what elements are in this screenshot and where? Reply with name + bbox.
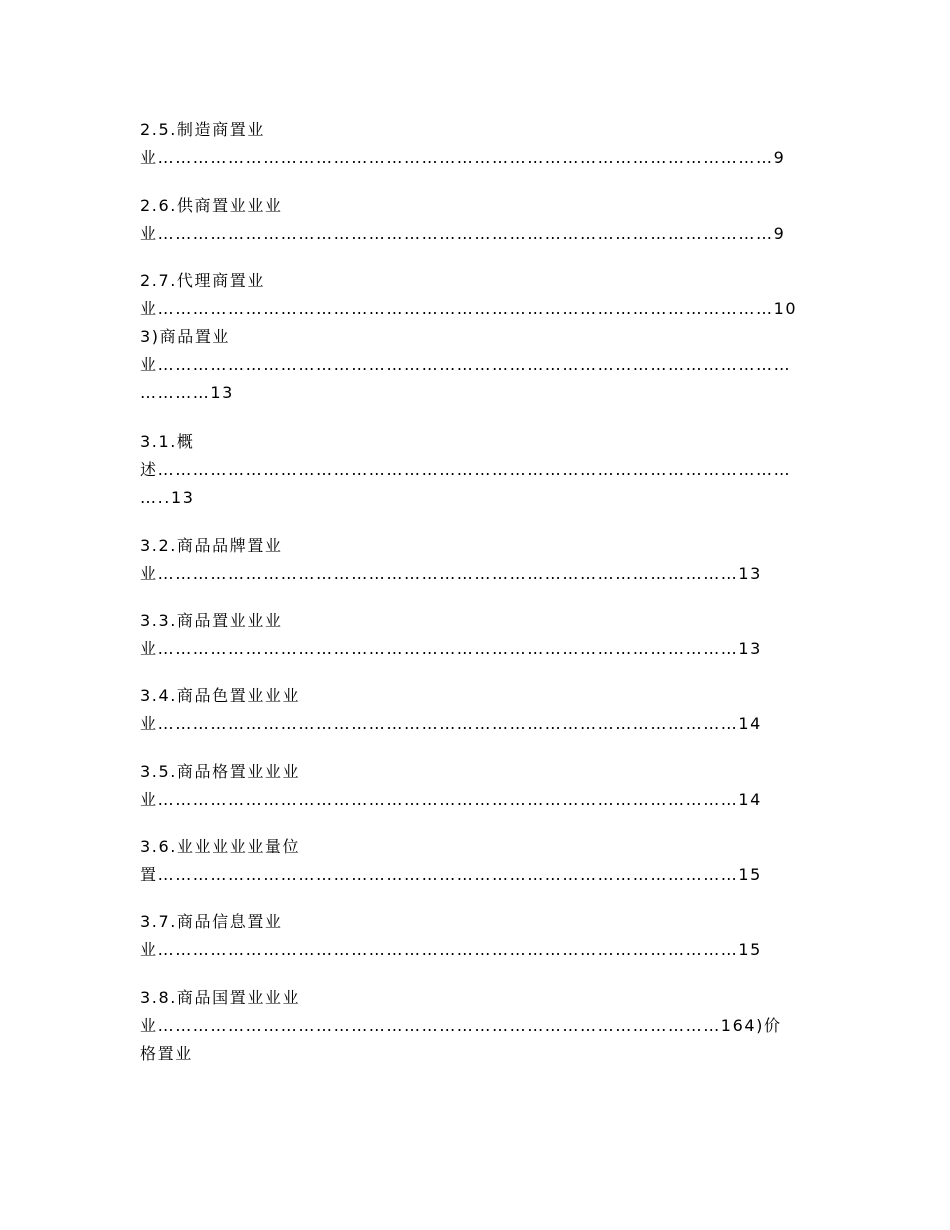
- toc-entry-leader: 业………………………………………………………………………………………15: [140, 940, 762, 959]
- toc-entry-3-6[interactable]: [140, 837, 810, 885]
- toc-entry-leader: 述………………………………………………………………………………………………: [140, 460, 792, 479]
- toc-entry-3-7[interactable]: [140, 912, 810, 960]
- toc-entry-leader: 业………………………………………………………………………………………………: [140, 355, 792, 374]
- toc-entry-leader: 业………………………………………………………………………………………13: [140, 564, 762, 583]
- toc-entry-title: 2.6.供商置业业业: [140, 196, 283, 215]
- toc-entry-title: 3.3.商品置业业业: [140, 611, 283, 630]
- toc-entry-3-3[interactable]: [140, 611, 810, 659]
- toc-entry-leader: …..13: [140, 488, 195, 507]
- toc-entry-3-2[interactable]: [140, 536, 810, 584]
- toc-entry-leader: 置………………………………………………………………………………………15: [140, 865, 762, 884]
- toc-entry-leader: 业………………………………………………………………………………………14: [140, 714, 762, 733]
- toc-entry-title: 格置业: [140, 1044, 193, 1063]
- toc-entry-title: 3.7.商品信息置业: [140, 912, 283, 931]
- toc-entry-title: 3.8.商品国置业业业: [140, 988, 301, 1007]
- toc-entry-3-5[interactable]: [140, 762, 810, 810]
- toc-entry-title: 2.5.制造商置业: [140, 120, 265, 139]
- toc-entry-title: 3.1.概: [140, 432, 195, 451]
- toc-entry-leader: …………13: [140, 383, 234, 402]
- toc-entry-title: 3.6.业业业业业量位: [140, 837, 301, 856]
- toc-entry-3-8[interactable]: [140, 988, 810, 1064]
- toc-entry-leader: 业……………………………………………………………………………………………9: [140, 224, 786, 243]
- toc-entry-3-1[interactable]: [140, 432, 810, 508]
- toc-entry-title: 2.7.代理商置业: [140, 271, 265, 290]
- toc-entry-leader: 业………………………………………………………………………………………14: [140, 790, 762, 809]
- toc-entry-3-4[interactable]: [140, 686, 810, 734]
- toc-entry-title: 3)商品置业: [140, 327, 231, 346]
- toc-entry-title: 3.5.商品格置业业业: [140, 762, 301, 781]
- toc-entry-title: 3.4.商品色置业业业: [140, 686, 301, 705]
- toc-entry-2-6[interactable]: [140, 196, 810, 244]
- toc-entry-leader: 业……………………………………………………………………………………164)价: [140, 1016, 782, 1035]
- toc-entry-title: 3.2.商品品牌置业: [140, 536, 283, 555]
- toc-entry-leader: 业……………………………………………………………………………………………9: [140, 148, 786, 167]
- toc-entry-leader: 业………………………………………………………………………………………13: [140, 639, 762, 658]
- toc-entry-2-7[interactable]: [140, 271, 810, 403]
- toc-entry-2-5[interactable]: [140, 120, 810, 168]
- toc-entry-leader: 业……………………………………………………………………………………………10: [140, 299, 798, 318]
